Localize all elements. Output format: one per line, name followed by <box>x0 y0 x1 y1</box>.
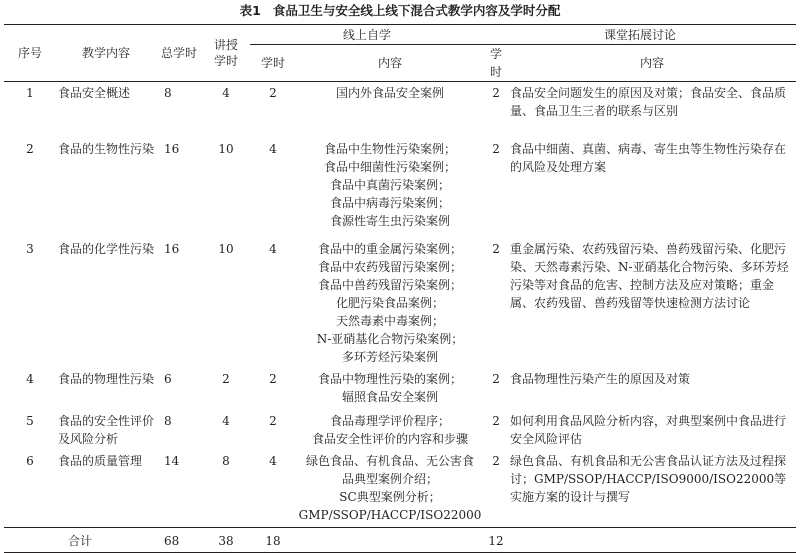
online-line: 食品中真菌污染案例； <box>330 177 451 192</box>
online-line: 食源性寄生虫污染案例 <box>330 213 451 228</box>
total-label: 合计 <box>4 528 156 553</box>
row-offline-content: 食品安全问题发生的原因及对策；食品安全、食品质量、食品卫生三者的联系与区别 <box>510 86 787 118</box>
online-line: 品典型案例介绍； <box>342 471 439 486</box>
header-online-content: 内容 <box>296 45 484 82</box>
header-offline-content: 内容 <box>508 45 796 82</box>
online-line: 绿色食品、有机食品、无公害食 <box>306 453 475 468</box>
header-index: 序号 <box>4 25 56 82</box>
header-online-hours: 学时 <box>250 45 296 82</box>
online-line: 食品中物理性污染的案例； <box>318 371 463 386</box>
row-online-hours: 4 <box>269 241 277 256</box>
row-content: 食品安全概述 <box>58 86 131 100</box>
row-offline-content: 重金属污染、农药残留污染、兽药残留污染、化肥污染、天然毒素污染、N-亚硝基化合物污染、多环芳烃污染等对食品的危害、控制方法及应对策略；重金属、农药残留、兽药残留等快速检测方法讨论 <box>510 241 789 310</box>
row-content: 食品的质量管理 <box>58 453 143 468</box>
row-offline-content: 如何利用食品风险分析内容，对典型案例中食品进行安全风险评估 <box>510 413 787 446</box>
row-online-content <box>296 410 484 450</box>
online-line: 食品毒理学评价程序； <box>330 413 451 428</box>
online-line: 食品中病毒污染案例； <box>330 195 451 210</box>
row-index: 2 <box>26 141 34 156</box>
row-offline-hours: 2 <box>492 371 500 386</box>
online-line: GMP/SSOP/HACCP/ISO22000 <box>298 507 482 522</box>
row-lecture-hours: 4 <box>222 86 230 100</box>
row-total-hours: 8 <box>164 413 172 428</box>
row-lecture-hours: 8 <box>222 453 230 468</box>
row-total-hours: 14 <box>164 453 180 468</box>
online-line: SC典型案例分析； <box>339 489 441 504</box>
header-offline-hours: 学时 <box>484 45 508 82</box>
row-online-content <box>296 82 484 138</box>
row-lecture-hours: 10 <box>218 241 234 256</box>
table-row <box>4 368 796 410</box>
row-total-hours: 8 <box>164 86 172 100</box>
row-offline-content: 食品物理性污染产生的原因及对策 <box>510 371 691 386</box>
row-total-hours: 16 <box>164 241 180 256</box>
row-offline-hours: 2 <box>492 141 500 156</box>
header-offline-group: 课堂拓展讨论 <box>484 25 796 45</box>
online-line: 食品中农药残留污染案例； <box>318 259 463 274</box>
table-row <box>4 82 796 138</box>
row-content: 食品的生物性污染 <box>58 141 155 156</box>
online-line: 天然毒素中毒案例； <box>336 313 445 328</box>
row-total-hours: 6 <box>164 371 172 386</box>
table-title: 食品卫生与安全线上线下混合式教学内容及学时分配 <box>272 3 561 18</box>
row-offline-hours: 2 <box>492 241 500 256</box>
row-index: 4 <box>26 371 34 386</box>
total-hours: 68 <box>156 528 202 553</box>
row-offline-content: 绿色食品、有机食品和无公害食品认证方法及过程探讨；GMP/SSOP/HACCP/ISO9000/ISO22000等实施方案的设计与撰写 <box>510 453 787 504</box>
total-offline-hours: 12 <box>484 528 508 553</box>
header-content: 教学内容 <box>56 25 156 82</box>
online-line: 多环芳烃污染案例 <box>342 349 439 364</box>
online-line: 食品中兽药残留污染案例； <box>318 277 463 292</box>
row-online-content <box>296 368 484 410</box>
row-content: 食品的物理性污染 <box>58 371 155 386</box>
row-index: 5 <box>26 413 34 428</box>
table-row <box>4 238 796 368</box>
row-lecture-hours: 2 <box>222 371 230 386</box>
row-online-hours: 4 <box>269 453 277 468</box>
total-lecture-hours: 38 <box>202 528 250 553</box>
row-lecture-hours: 10 <box>218 141 234 156</box>
online-line: 化肥污染食品案例； <box>336 295 445 310</box>
online-line: 辐照食品安全案例 <box>342 389 439 404</box>
table-row <box>4 450 796 528</box>
online-line: 国内外食品安全案例 <box>336 86 445 100</box>
row-content: 食品的化学性污染 <box>58 241 155 256</box>
row-content: 食品的安全性评价及风险分析 <box>58 413 155 446</box>
row-online-hours: 2 <box>269 413 277 428</box>
total-offline-blank <box>508 528 796 553</box>
row-online-hours: 2 <box>269 371 277 386</box>
row-total-hours: 16 <box>164 141 180 156</box>
online-line: N-亚硝基化合物污染案例； <box>316 331 464 346</box>
row-online-hours: 2 <box>269 86 277 100</box>
total-online-hours: 18 <box>250 528 296 553</box>
row-offline-content: 食品中细菌、真菌、病毒、寄生虫等生物性污染存在的风险及处理方案 <box>510 141 787 174</box>
table-row <box>4 138 796 238</box>
online-line: 食品安全性评价的内容和步骤 <box>312 431 469 446</box>
row-online-content <box>296 450 484 528</box>
row-index: 1 <box>26 86 34 100</box>
row-offline-hours: 2 <box>492 413 500 428</box>
teaching-content-table <box>4 24 796 553</box>
online-line: 食品中生物性污染案例； <box>324 141 457 156</box>
table-row <box>4 410 796 450</box>
header-total-hours: 总学时 <box>156 25 202 82</box>
row-offline-hours: 2 <box>492 453 500 468</box>
row-online-content <box>296 138 484 238</box>
row-index: 3 <box>26 241 34 256</box>
row-online-content <box>296 238 484 368</box>
table-caption <box>0 0 800 22</box>
header-lecture-hours-text: 讲授学时 <box>213 38 238 68</box>
row-lecture-hours: 4 <box>222 413 230 428</box>
online-line: 食品中细菌性污染案例； <box>324 159 457 174</box>
table-number: 表1 <box>239 3 261 18</box>
total-row <box>4 528 796 553</box>
header-lecture-hours <box>202 25 250 82</box>
header-online-group: 线上自学 <box>250 25 484 45</box>
row-offline-hours: 2 <box>492 86 500 100</box>
row-index: 6 <box>26 453 34 468</box>
total-online-blank <box>296 528 484 553</box>
online-line: 食品中的重金属污染案例； <box>318 241 463 256</box>
row-online-hours: 4 <box>269 141 277 156</box>
